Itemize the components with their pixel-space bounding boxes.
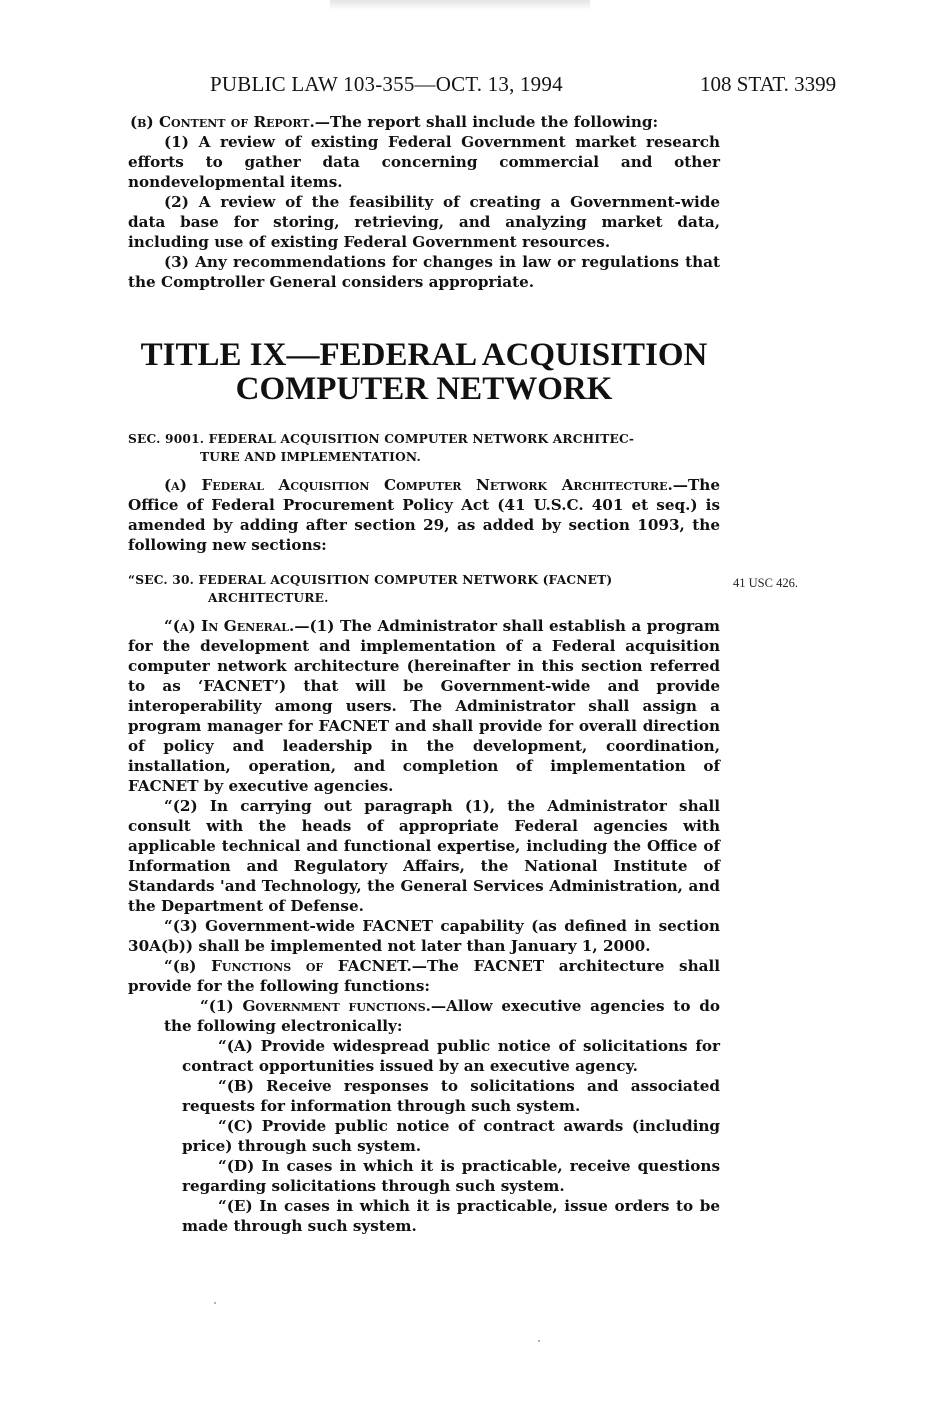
- sec-30-heading-line-2: ARCHITECTURE.: [208, 591, 329, 605]
- sec-30-b1-text: —Allow executive agencies to do the following electronically:: [164, 997, 720, 1035]
- content-of-report-lead: [96, 112, 720, 132]
- function-c: “(C) Provide public notice of contract awards (including price) through such system.: [182, 1117, 720, 1155]
- function-d: “(D) In cases in which it is practicable, receive questions regarding solicitations through such system.: [182, 1157, 720, 1195]
- report-item-1: (1) A review of existing Federal Government market research efforts to gather data concerning commercial and other nondevelopmental items.: [128, 133, 720, 191]
- margin-citation: 41 USC 426.: [733, 576, 798, 590]
- sec-30-para-a3: “(3) Government-wide FACNET capability (as defined in section 30A(b)) shall be implemented not later than January 1, 2000.: [128, 917, 720, 955]
- content-of-report-section: [128, 112, 720, 292]
- stat-page-number: 108 STAT. 3399: [700, 72, 837, 96]
- title-heading: [128, 338, 720, 406]
- function-e: “(E) In cases in which it is practicable, issue orders to be made through such system.: [182, 1197, 720, 1235]
- running-head: PUBLIC LAW 103-355—OCT. 13, 1994: [210, 72, 563, 96]
- sec-30-para-b1: [128, 996, 720, 1036]
- sec-30-para-b: [128, 956, 720, 996]
- function-a: “(A) Provide widespread public notice of solicitations for contract opportunities issued by an executive agency.: [182, 1037, 720, 1075]
- content-of-report-label: (b) Content of Report.: [130, 113, 315, 131]
- sec-9001: [128, 430, 720, 555]
- title-line-2: COMPUTER NETWORK: [235, 371, 613, 407]
- report-item-3: (3) Any recommendations for changes in law or regulations that the Comptroller General considers appropriate.: [128, 253, 720, 291]
- function-b: “(B) Receive responses to solicitations and associated requests for information through such system.: [182, 1077, 720, 1115]
- sec-30-b-text: —The FACNET architecture shall provide for the following functions:: [128, 957, 720, 995]
- scan-speck: [214, 1302, 216, 1304]
- sec-30-para-a2: “(2) In carrying out paragraph (1), the Administrator shall consult with the heads of appropriate Federal agencies with applicable technical and functional expertise, including the Office of Information and Regulatory Affairs, the National Institute of Standards 'and Technology, the General Services Administration, and the Department of Defense.: [128, 797, 720, 915]
- sec-30-a1-text: —(1) The Administrator shall establish a program for the development and implementation of a Federal acquisition computer network architecture (hereinafter in this section referred to as ‘FACNET’) that will be Government-wide and provide interoperability among users. The Administrator shall assign a program manager for FACNET and shall provide for overall direction of policy and leadership in the development, coordination, installation, operation, and completion of implementation of FACNET by executive agencies.: [128, 617, 720, 795]
- sec-9001-para-a-text: —The Office of Federal Procurement Policy Act (41 U.S.C. 401 et seq.) is amended by adding after section 29, as added by section 1093, the following new sections:: [128, 476, 720, 554]
- title-line-1: TITLE IX—FEDERAL ACQUISITION: [140, 337, 708, 373]
- sec-30-b1-label: “(1) Government functions.: [200, 997, 431, 1015]
- sec-9001-heading-line-1: SEC. 9001. FEDERAL ACQUISITION COMPUTER NETWORK ARCHITEC-: [128, 432, 635, 446]
- scan-speck: [538, 1340, 540, 1342]
- report-item-2: (2) A review of the feasibility of creating a Government-wide data base for storing, retrieving, and analyzing market data, including use of existing Federal Government resources.: [128, 193, 720, 251]
- sec-30-heading-line-1: “SEC. 30. FEDERAL ACQUISITION COMPUTER NETWORK (FACNET): [128, 573, 613, 587]
- sec-30-heading: [128, 571, 720, 607]
- sec-30: [128, 571, 720, 1236]
- sec-30-para-a1: [128, 616, 720, 796]
- sec-9001-para-a-label: (a) Federal Acquisition Computer Network Architecture.: [164, 476, 673, 494]
- sec-30-b-label: “(b) Functions of FACNET.: [164, 957, 412, 975]
- sec-9001-heading-line-2: TURE AND IMPLEMENTATION.: [200, 450, 421, 464]
- scan-smudge: [330, 0, 590, 10]
- sec-30-a-label: “(a) In General.: [164, 617, 295, 635]
- content-of-report-lead-text: —The report shall include the following:: [314, 113, 659, 131]
- sec-9001-para-a: [128, 475, 720, 555]
- sec-9001-heading: [128, 430, 720, 466]
